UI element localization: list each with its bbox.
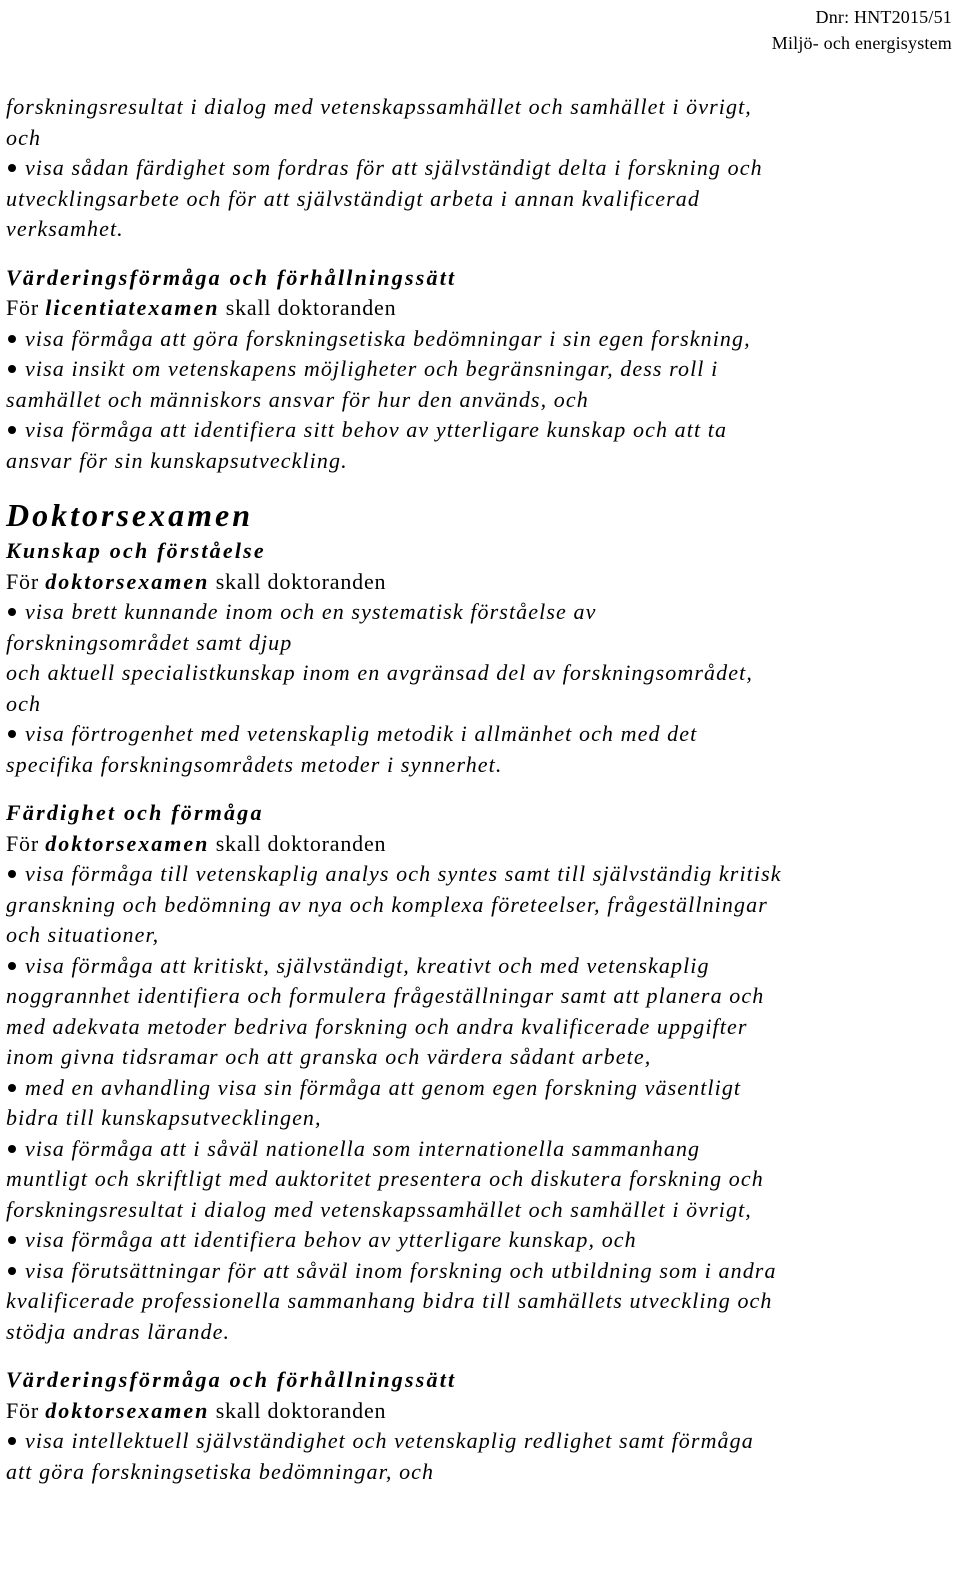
section-intro: För licentiatexamen skall doktoranden	[6, 295, 397, 320]
text-line: granskning och bedömning av nya och komplexa företeelser, frågeställningar	[6, 891, 768, 917]
doctoral-values-section	[6, 1365, 954, 1487]
section-heading: Värderingsförmåga och förhållningssätt	[6, 1367, 457, 1392]
continuation-section	[6, 92, 954, 245]
bullet-item: visa förutsättningar för att såväl inom forskning och utbildning som i andra	[6, 1256, 954, 1287]
text-line: forskningsresultat i dialog med vetenskapssamhället och samhället i övrigt,	[6, 94, 752, 119]
text-line: utvecklingsarbete och för att självständigt arbeta i annan kvalificerad	[6, 185, 700, 211]
section-heading: Färdighet och förmåga	[6, 800, 264, 825]
text-line: med adekvata metoder bedriva forskning och andra kvalificerade uppgifter	[6, 1013, 748, 1039]
text-line: specifika forskningsområdets metoder i synnerhet.	[6, 751, 503, 777]
text-line: att göra forskningsetiska bedömningar, och	[6, 1458, 435, 1484]
section-heading: Värderingsförmåga och förhållningssätt	[6, 264, 457, 290]
text-line: verksamhet.	[6, 216, 124, 241]
department-name: Miljö- och energisystem	[771, 33, 952, 53]
degree-name: doktorsexamen	[45, 568, 210, 594]
licentiate-values-section	[6, 263, 954, 477]
text-line: muntligt och skriftligt med auktoritet presentera och diskutera forskning och	[6, 1166, 764, 1191]
degree-name: doktorsexamen	[45, 830, 210, 856]
text-line: bidra till kunskapsutvecklingen,	[6, 1105, 322, 1130]
bullet-item: visa brett kunnande inom och en systematisk förståelse av	[6, 597, 954, 628]
text-line: inom givna tidsramar och att granska och värdera sådant arbete,	[6, 1044, 652, 1069]
text-line: stödja andras lärande.	[6, 1318, 231, 1344]
degree-name: doktorsexamen	[45, 1397, 210, 1423]
bullet-item: visa förmåga att identifiera sitt behov av ytterligare kunskap och att ta	[6, 415, 954, 446]
bullet-item: med en avhandling visa sin förmåga att genom egen forskning väsentligt	[6, 1073, 954, 1104]
knowledge-section	[6, 536, 954, 780]
bullet-item: visa förmåga att i såväl nationella som internationella sammanhang	[6, 1134, 954, 1165]
page-header	[772, 4, 952, 56]
text-line: och	[6, 124, 42, 150]
document-body	[6, 92, 954, 1487]
text-line: och situationer,	[6, 922, 160, 947]
document-number: Dnr: HNT2015/51	[815, 7, 952, 27]
bullet-item: visa förmåga att identifiera behov av ytterligare kunskap, och	[6, 1225, 954, 1256]
bullet-item: visa intellektuell självständighet och vetenskaplig redlighet samt förmåga	[6, 1426, 954, 1457]
text-line: och	[6, 690, 42, 716]
text-line: kvalificerade professionella sammanhang bidra till samhällets utveckling och	[6, 1288, 773, 1313]
section-heading: Kunskap och förståelse	[6, 538, 266, 563]
text-line: noggrannhet identifiera och formulera frågeställningar samt att planera och	[6, 983, 765, 1008]
section-intro: För doktorsexamen skall doktoranden	[6, 1397, 387, 1423]
text-line: samhället och människors ansvar för hur den används, och	[6, 386, 589, 412]
bullet-item: visa förmåga till vetenskaplig analys och syntes samt till självständig kritisk	[6, 859, 954, 890]
degree-name: licentiatexamen	[45, 295, 220, 320]
bullet-item: visa förmåga att kritiskt, självständigt, kreativt och med vetenskaplig	[6, 951, 954, 982]
skills-section	[6, 798, 954, 1347]
text-line: och aktuell specialistkunskap inom en avgränsad del av forskningsområdet,	[6, 660, 753, 685]
bullet-item: visa sådan färdighet som fordras för att självständigt delta i forskning och	[6, 153, 954, 184]
section-intro: För doktorsexamen skall doktoranden	[6, 568, 387, 594]
bullet-item: visa förmåga att göra forskningsetiska bedömningar i sin egen forskning,	[6, 324, 954, 355]
bullet-item: visa förtrogenhet med vetenskaplig metodik i allmänhet och med det	[6, 719, 954, 750]
bullet-item: visa insikt om vetenskapens möjligheter och begränsningar, dess roll i	[6, 354, 954, 385]
text-line: forskningsresultat i dialog med vetenskapssamhället och samhället i övrigt,	[6, 1196, 752, 1222]
text-line: ansvar för sin kunskapsutveckling.	[6, 447, 348, 473]
doctoral-degree-title: Doktorsexamen	[6, 497, 253, 533]
text-line: forskningsområdet samt djup	[6, 629, 293, 655]
section-intro: För doktorsexamen skall doktoranden	[6, 830, 387, 856]
